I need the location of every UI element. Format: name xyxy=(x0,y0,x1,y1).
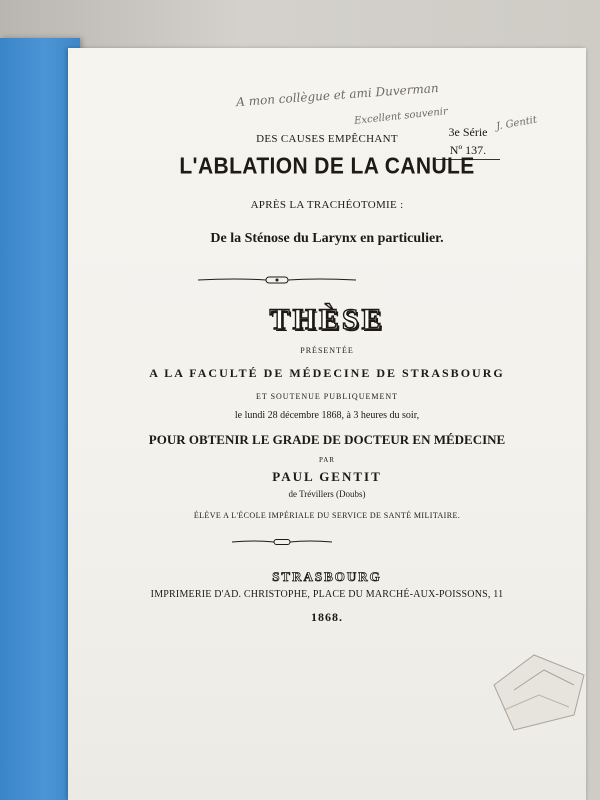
handwritten-signature: J. Gentit xyxy=(495,114,538,133)
series-number: Nº 137. xyxy=(436,141,500,160)
student-line: ÉLÈVE A L'ÉCOLE IMPÉRIALE DU SERVICE DE SANTÉ MILITAIRE. xyxy=(193,511,461,520)
author-name: PAUL GENTIT xyxy=(272,469,382,484)
ornament-divider xyxy=(196,275,358,285)
subtitle: De la Sténose du Larynx en particulier. xyxy=(210,231,444,246)
defense-date: le lundi 28 décembre 1868, à 3 heures du soir, xyxy=(234,410,420,421)
ornament-divider-small xyxy=(230,538,334,546)
by-line: PAR xyxy=(319,456,335,464)
handwritten-dedication-2: Excellent souvenir xyxy=(353,106,449,127)
series-text: 3e Série xyxy=(448,125,488,139)
author-origin: de Trévillers (Doubs) xyxy=(288,489,366,499)
faculty-line: A LA FACULTÉ DE MÉDECINE DE STRASBOURG xyxy=(149,366,505,380)
printer-line: IMPRIMERIE D'AD. CHRISTOPHE, PLACE DU MARCHÉ-AUX-POISSONS, 11 xyxy=(150,589,504,600)
title-line-3: APRÈS LA TRACHÉOTOMIE : xyxy=(250,199,404,211)
degree-line: POUR OBTENIR LE GRADE DE DOCTEUR EN MÉDECINE xyxy=(148,432,506,447)
folded-paper-corner xyxy=(474,645,594,740)
imprint-city: STRASBOURG xyxy=(272,569,382,584)
defended-line: ET SOUTENUE PUBLIQUEMENT xyxy=(255,392,399,401)
presented-line: PRÉSENTÉE xyxy=(300,346,354,355)
main-title: L'ABLATION DE LA CANULE xyxy=(179,154,475,179)
title-page xyxy=(68,48,586,800)
thesis-heading: THÈSE xyxy=(269,303,385,336)
imprint-year: 1868. xyxy=(311,610,343,624)
handwritten-dedication: A mon collègue et ami Duverman xyxy=(235,80,440,110)
title-line-1: DES CAUSES EMPÊCHANT xyxy=(256,133,398,145)
